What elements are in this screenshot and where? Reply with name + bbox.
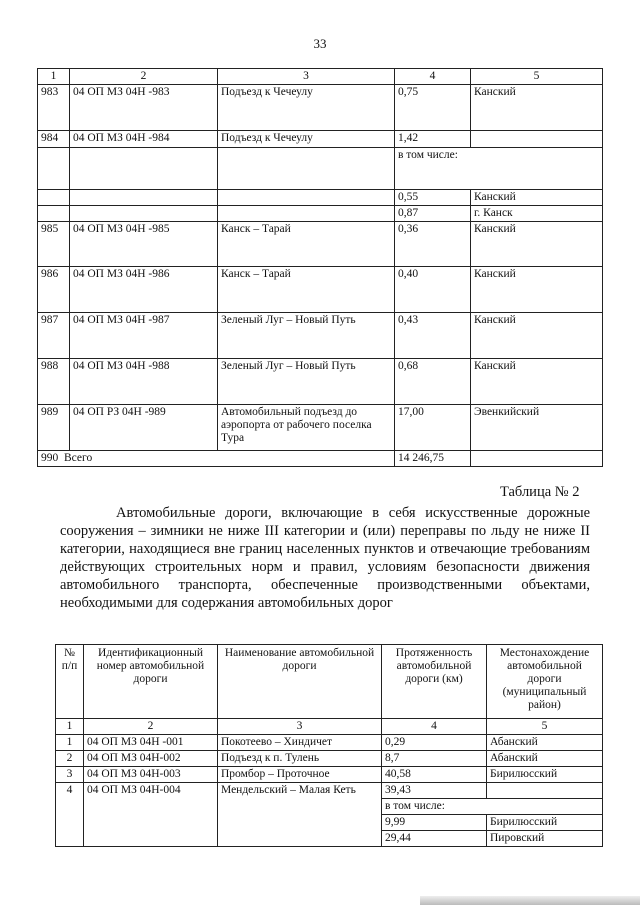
road-name <box>218 148 395 190</box>
header-num: № п/п <box>56 645 84 719</box>
road-id: 04 ОП МЗ 04Н -988 <box>70 359 218 405</box>
table-row <box>56 767 603 783</box>
header-cell: 1 <box>38 69 70 85</box>
row-number: 2 <box>56 751 84 767</box>
road-length: 17,00 <box>395 405 471 451</box>
header-length: Протяженность автомобильной дороги (км) <box>382 645 487 719</box>
roads-table-continued <box>37 68 603 467</box>
table-row <box>38 148 603 190</box>
road-location: Канский <box>471 222 603 267</box>
table-row <box>56 751 603 767</box>
header-name: Наименование автомобильной дороги <box>218 645 382 719</box>
road-location <box>471 131 603 148</box>
table-row <box>38 267 603 313</box>
total-empty <box>471 451 603 467</box>
header-cell: 4 <box>395 69 471 85</box>
table-row <box>56 783 603 799</box>
road-name: Подъезд к Чечеулу <box>218 131 395 148</box>
row-number: 987 <box>38 313 70 359</box>
row-number: 988 <box>38 359 70 405</box>
winter-roads-table <box>55 644 603 847</box>
table-row <box>56 735 603 751</box>
column-number: 2 <box>84 719 218 735</box>
row-number: 1 <box>56 735 84 751</box>
table-row <box>38 313 603 359</box>
road-location: Канский <box>471 190 603 206</box>
row-number <box>38 206 70 222</box>
road-id: 04 ОП МЗ 04Н -987 <box>70 313 218 359</box>
table-row <box>38 131 603 148</box>
road-id: 04 ОП МЗ 04Н-004 <box>84 783 218 847</box>
table-row <box>38 222 603 267</box>
row-number: 984 <box>38 131 70 148</box>
table-row <box>38 206 603 222</box>
header-location: Местонахождение автомобильной дороги (муниципальный район) <box>487 645 603 719</box>
road-location: Канский <box>471 359 603 405</box>
road-length: 0,43 <box>395 313 471 359</box>
header-cell: 5 <box>471 69 603 85</box>
road-length: 39,43 <box>382 783 487 799</box>
road-length: 0,55 <box>395 190 471 206</box>
table-header-row <box>38 69 603 85</box>
road-length: 0,68 <box>395 359 471 405</box>
row-number: 3 <box>56 767 84 783</box>
road-length: 9,99 <box>382 815 487 831</box>
row-number <box>38 190 70 206</box>
road-location: Канский <box>471 85 603 131</box>
table-row <box>38 190 603 206</box>
road-length: 0,87 <box>395 206 471 222</box>
road-location: Бирилюсский <box>487 767 603 783</box>
road-name: Канск – Тарай <box>218 222 395 267</box>
road-id: 04 ОП МЗ 04Н -983 <box>70 85 218 131</box>
road-id <box>70 148 218 190</box>
road-location: Канский <box>471 313 603 359</box>
road-name: Автомобильный подъезд до аэропорта от рабочего поселка Тура <box>218 405 395 451</box>
road-location: Пировский <box>487 831 603 847</box>
total-row <box>38 451 603 467</box>
road-name: Зеленый Луг – Новый Путь <box>218 359 395 405</box>
road-id: 04 ОП МЗ 04Н -985 <box>70 222 218 267</box>
road-location <box>487 783 603 799</box>
table-row <box>38 359 603 405</box>
road-location: г. Канск <box>471 206 603 222</box>
header-cell: 2 <box>70 69 218 85</box>
road-location: Абанский <box>487 751 603 767</box>
row-number: 989 <box>38 405 70 451</box>
header-cell: 3 <box>218 69 395 85</box>
road-name: Подъезд к Чечеулу <box>218 85 395 131</box>
road-name: Подъезд к п. Тулень <box>218 751 382 767</box>
road-location: Абанский <box>487 735 603 751</box>
total-label: 990 Всего <box>38 451 395 467</box>
road-name: Промбор – Проточное <box>218 767 382 783</box>
road-id: 04 ОП МЗ 04Н-003 <box>84 767 218 783</box>
road-location: Канский <box>471 267 603 313</box>
total-length: 14 246,75 <box>395 451 471 467</box>
column-number: 4 <box>382 719 487 735</box>
road-name: Канск – Тарай <box>218 267 395 313</box>
row-number <box>38 148 70 190</box>
road-length: 0,29 <box>382 735 487 751</box>
road-name: Покотеево – Хиндичет <box>218 735 382 751</box>
road-id: 04 ОП МЗ 04Н -986 <box>70 267 218 313</box>
road-length: 0,40 <box>395 267 471 313</box>
column-number-row <box>56 719 603 735</box>
road-name: Мендельский – Малая Кеть <box>218 783 382 847</box>
road-length: 29,44 <box>382 831 487 847</box>
including-label: в том числе: <box>382 799 603 815</box>
road-length: 1,42 <box>395 131 471 148</box>
row-number: 983 <box>38 85 70 131</box>
scan-edge-shadow <box>420 896 640 905</box>
including-label: в том числе: <box>395 148 603 190</box>
header-id: Идентификационный номер автомобильной дороги <box>84 645 218 719</box>
road-id <box>70 206 218 222</box>
table-2-description: Автомобильные дороги, включающие в себя искусственные дорожные сооружения – зимники не ниже III категории и (или) переправы по льду не ниже II категории, находящиеся вне границ населенных пунктов и отвечающие требованиям действующих строительных норм и правил, условиям безопасности движения автомобильного транспорта, обеспеченные производственными объектами, необходимыми для содержания автомобильных дорог <box>60 505 590 611</box>
road-location: Бирилюсский <box>487 815 603 831</box>
road-length: 40,58 <box>382 767 487 783</box>
road-location: Эвенкийский <box>471 405 603 451</box>
table-row <box>38 85 603 131</box>
row-number: 4 <box>56 783 84 847</box>
road-length: 0,75 <box>395 85 471 131</box>
road-name <box>218 206 395 222</box>
row-number: 985 <box>38 222 70 267</box>
road-id: 04 ОП МЗ 04Н -984 <box>70 131 218 148</box>
column-number: 5 <box>487 719 603 735</box>
road-id: 04 ОП МЗ 04Н-002 <box>84 751 218 767</box>
road-length: 0,36 <box>395 222 471 267</box>
column-number: 1 <box>56 719 84 735</box>
road-length: 8,7 <box>382 751 487 767</box>
road-id <box>70 190 218 206</box>
road-id: 04 ОП РЗ 04Н -989 <box>70 405 218 451</box>
table-row <box>38 405 603 451</box>
row-number: 986 <box>38 267 70 313</box>
road-name: Зеленый Луг – Новый Путь <box>218 313 395 359</box>
table-2-title: Таблица № 2 <box>500 484 580 500</box>
page-number: 33 <box>313 36 327 51</box>
column-number: 3 <box>218 719 382 735</box>
road-id: 04 ОП МЗ 04Н -001 <box>84 735 218 751</box>
table-header-row <box>56 645 603 719</box>
road-name <box>218 190 395 206</box>
